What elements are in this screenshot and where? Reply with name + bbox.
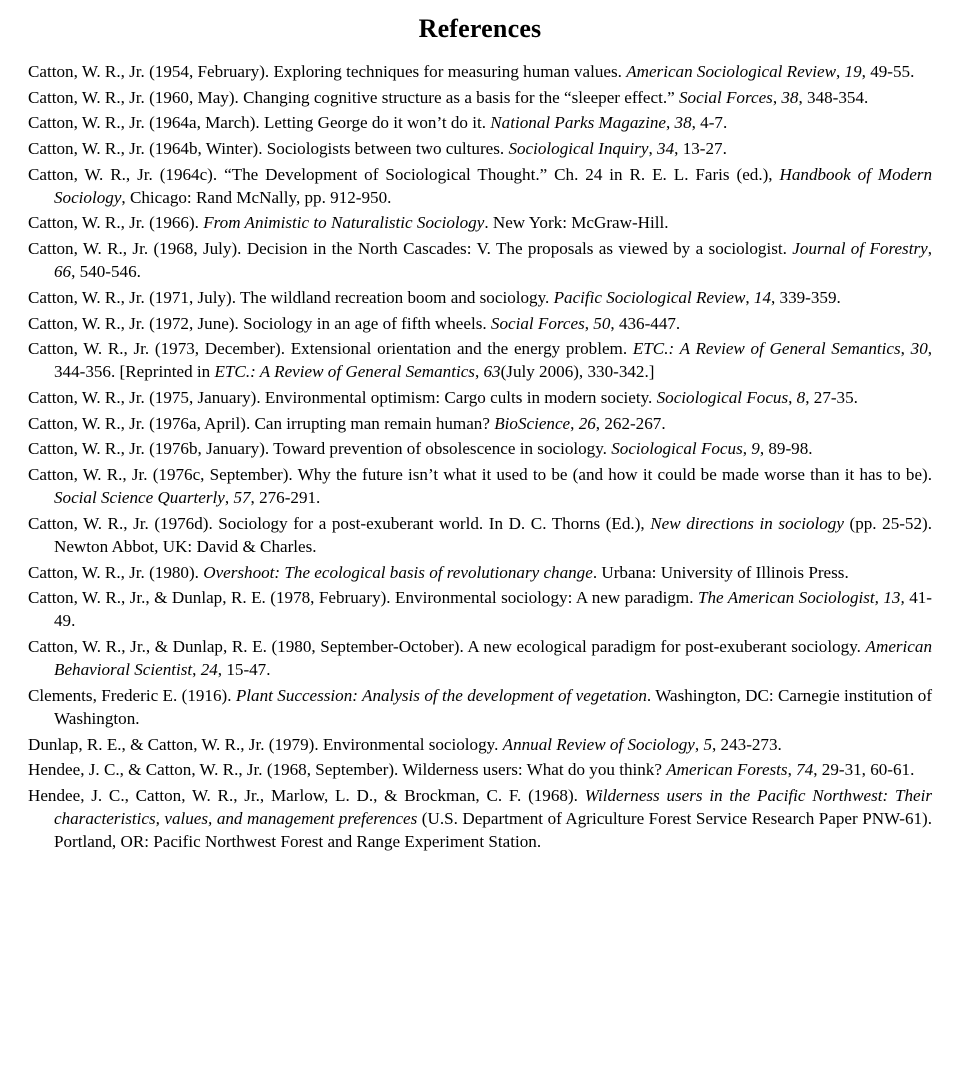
reference-text: Catton, W. R., Jr. (1964c). “The Development of Sociological Thought.” Ch. 24 in R. E. L. Faris (ed.), <box>28 164 780 184</box>
reference-text: , <box>745 287 754 307</box>
reference-italic-text: Social Forces <box>490 313 585 333</box>
reference-text: Clements, Frederic E. (1916). <box>28 685 236 705</box>
reference-text: , <box>787 760 797 780</box>
reference-text: , <box>900 339 911 359</box>
reference-text: Catton, W. R., Jr. (1954, February). Exploring techniques for measuring human values. <box>28 62 627 81</box>
reference-italic-text: Sociological Focus <box>656 388 789 408</box>
reference-entry <box>28 684 932 730</box>
reference-text: Catton, W. R., Jr. (1960, May). Changing cognitive structure as a basis for the “sleeper effect.” <box>28 87 679 107</box>
reference-entry <box>28 784 932 853</box>
reference-text: (pp. 25-52). Newton Abbot, UK: David & Charles. <box>54 513 932 556</box>
reference-italic-text: Overshoot: The ecological basis of revolutionary change <box>203 562 593 582</box>
reference-text: Catton, W. R., Jr. (1973, December). Extensional orientation and the energy problem. <box>28 339 633 359</box>
reference-text: Catton, W. R., Jr. (1980). <box>28 562 204 582</box>
reference-italic-text: 38 <box>781 87 799 107</box>
reference-italic-text: American Sociological Review <box>626 62 836 81</box>
reference-text: Hendee, J. C., Catton, W. R., Jr., Marlow, L. D., & Brockman, C. F. (1968). <box>28 786 585 806</box>
reference-italic-text: ETC.: A Review of General Semantics <box>214 362 475 382</box>
reference-entry <box>28 286 932 309</box>
reference-italic-text: Sociological Inquiry <box>508 138 649 158</box>
reference-italic-text: BioScience <box>494 413 571 433</box>
reference-entry <box>28 211 932 234</box>
reference-text: , 29-31, 60-61. <box>813 760 915 780</box>
reference-text: , 49-55. <box>861 62 915 81</box>
reference-text: , <box>570 413 579 433</box>
reference-text: Catton, W. R., Jr. (1976c, September). Why the future isn’t what it used to be (and how it could be made worse than it has to be). <box>28 465 932 484</box>
reference-entry <box>28 337 932 383</box>
reference-text: , 436-447. <box>610 313 681 333</box>
reference-text: Catton, W. R., Jr., & Dunlap, R. E. (1978, February). Environmental sociology: A new paradigm. <box>28 588 698 608</box>
reference-italic-text: 5 <box>703 734 712 754</box>
reference-entry <box>28 758 932 781</box>
reference-text: . Washington, DC: Carnegie institution of Washington. <box>54 685 933 729</box>
reference-text: Catton, W. R., Jr. (1976d). Sociology for a post-exuberant world. In D. C. Thorns (Ed.), <box>28 513 651 533</box>
reference-italic-text: 63 <box>483 362 501 382</box>
reference-text: , 27-35. <box>805 388 858 408</box>
reference-text: , 4-7. <box>691 113 728 133</box>
reference-italic-text: Plant Succession: Analysis of the development of vegetation <box>235 685 647 705</box>
reference-entry <box>28 412 932 435</box>
reference-text: , <box>224 488 234 508</box>
reference-text: Catton, W. R., Jr. (1972, June). Sociology in an age of fifth wheels. <box>28 313 491 333</box>
reference-text: , 262-267. <box>595 413 666 433</box>
reference-italic-text: 57 <box>233 488 251 508</box>
reference-entry <box>28 137 932 160</box>
reference-italic-text: Wilderness users in the Pacific Northwest: Their characteristics, values, and management preferences <box>54 786 932 829</box>
reference-text: (July 2006), 330-342.] <box>500 362 655 382</box>
reference-text: , <box>836 62 845 81</box>
reference-entry <box>28 312 932 335</box>
reference-text: Catton, W. R., Jr. (1964b, Winter). Sociologists between two cultures. <box>28 138 509 158</box>
reference-text: , 243-273. <box>712 734 782 754</box>
reference-entry <box>28 163 932 209</box>
reference-italic-text: Handbook of Modern Sociology <box>54 164 932 207</box>
reference-text: , <box>742 439 752 459</box>
reference-italic-text: 8 <box>796 388 806 408</box>
reference-italic-text: 30 <box>910 339 928 359</box>
reference-italic-text: Pacific Sociological Review <box>553 287 746 307</box>
reference-italic-text: Social Forces <box>678 87 773 107</box>
reference-italic-text: 74 <box>796 760 814 780</box>
reference-text: , <box>648 138 658 158</box>
reference-text: Hendee, J. C., & Catton, W. R., Jr. (1968, September). Wilderness users: What do you think? <box>28 760 667 780</box>
reference-text: , <box>772 87 782 107</box>
reference-italic-text: 38 <box>674 113 692 133</box>
reference-italic-text: 66 <box>54 262 72 282</box>
reference-text: , 276-291. <box>250 488 321 508</box>
reference-list <box>28 60 932 854</box>
reference-italic-text: The American Sociologist, 13, <box>697 588 905 608</box>
reference-text: , Chicago: Rand McNally, pp. 912-950. <box>121 187 392 207</box>
reference-text: . New York: McGraw-Hill. <box>484 213 669 233</box>
reference-text: , 339-359. <box>770 287 841 307</box>
reference-text: , <box>192 660 201 680</box>
reference-italic-text: American Behavioral Scientist <box>54 637 932 680</box>
reference-text: , 15-47. <box>217 660 271 680</box>
reference-entry <box>28 586 932 632</box>
reference-italic-text: From Animistic to Naturalistic Sociology <box>203 213 485 233</box>
reference-italic-text: 19 <box>844 62 862 81</box>
reference-italic-text: Journal of Forestry <box>792 239 928 259</box>
reference-text: Catton, W. R., Jr. (1964a, March). Letting George do it won’t do it. <box>28 113 491 133</box>
reference-entry <box>28 733 932 756</box>
reference-text: (U.S. Department of Agriculture Forest Service Research Paper PNW-61). Portland, OR: Pacific Northwest Forest and Range Experiment Station. <box>54 809 933 852</box>
reference-text: , 540-546. <box>71 262 141 282</box>
reference-italic-text: 34 <box>657 138 675 158</box>
reference-italic-text: 9 <box>751 439 760 459</box>
reference-text: Catton, W. R., Jr. (1971, July). The wildland recreation boom and sociology. <box>28 287 554 307</box>
reference-italic-text: ETC.: A Review of General Semantics <box>632 339 901 359</box>
reference-italic-text: Annual Review of Sociology <box>502 734 695 754</box>
reference-text: Catton, W. R., Jr. (1976b, January). Toward prevention of obsolescence in sociology. <box>28 439 612 459</box>
reference-text: Catton, W. R., Jr. (1968, July). Decision in the North Cascades: V. The proposals as viewed by a sociologist. <box>28 239 793 259</box>
reference-text: , 344-356. [Reprinted in <box>54 339 933 382</box>
reference-text: Catton, W. R., Jr., & Dunlap, R. E. (1980, September-October). A new ecological paradigm for post-exuberant sociology. <box>28 637 866 657</box>
reference-text: , <box>927 239 932 259</box>
reference-text: , 13-27. <box>674 138 727 158</box>
reference-italic-text: New directions in sociology <box>650 513 844 533</box>
reference-entry <box>28 237 932 283</box>
reference-text: , <box>474 362 484 382</box>
reference-italic-text: 26 <box>578 413 596 433</box>
reference-text: Dunlap, R. E., & Catton, W. R., Jr. (1979). Environmental sociology. <box>28 734 503 754</box>
reference-text: , 89-98. <box>759 439 813 459</box>
page-title: References <box>418 14 542 43</box>
reference-entry <box>28 561 932 584</box>
reference-italic-text: 50 <box>593 313 611 333</box>
reference-text: , <box>665 113 675 133</box>
reference-entry <box>28 60 932 83</box>
reference-italic-text: National Parks Magazine <box>490 113 666 133</box>
reference-italic-text: 14 <box>753 287 771 307</box>
reference-italic-text: Social Science Quarterly <box>54 488 225 508</box>
reference-entry <box>28 437 932 460</box>
reference-text: , <box>584 313 594 333</box>
reference-entry <box>28 463 932 509</box>
reference-entry <box>28 512 932 558</box>
reference-italic-text: Sociological Focus <box>611 439 743 459</box>
reference-text: Catton, W. R., Jr. (1966). <box>28 213 204 233</box>
reference-italic-text: American Forests <box>666 760 788 780</box>
reference-entry <box>28 86 932 109</box>
reference-text: Catton, W. R., Jr. (1975, January). Environmental optimism: Cargo cults in modern society. <box>28 388 657 408</box>
reference-entry <box>28 111 932 134</box>
reference-text: , <box>694 734 704 754</box>
reference-italic-text: 24 <box>200 660 218 680</box>
reference-entry <box>28 386 932 409</box>
reference-text: 41-49. <box>54 588 933 631</box>
reference-text: . Urbana: University of Illinois Press. <box>592 562 849 582</box>
reference-text: Catton, W. R., Jr. (1976a, April). Can irrupting man remain human? <box>28 413 495 433</box>
reference-text: , 348-354. <box>798 87 869 107</box>
reference-entry <box>28 635 932 681</box>
reference-text: , <box>788 388 797 408</box>
